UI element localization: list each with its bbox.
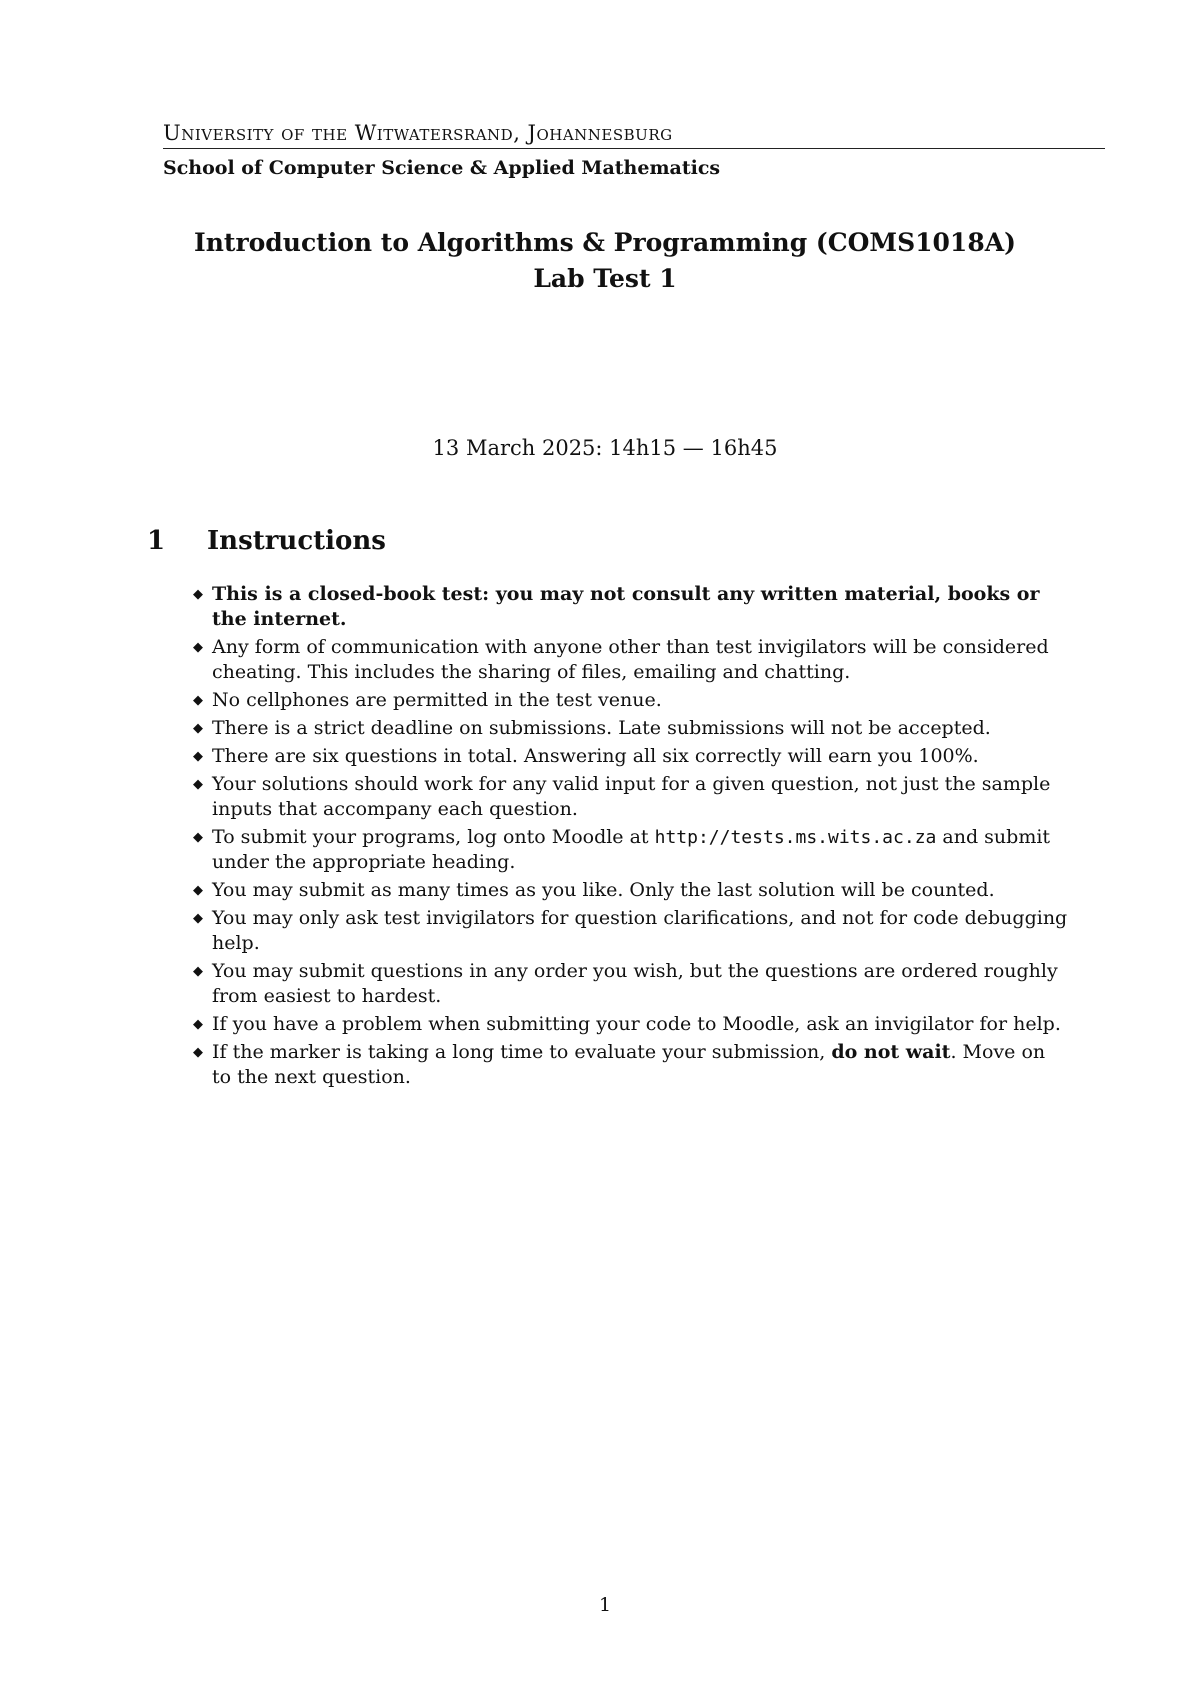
- list-item: [193, 688, 1069, 713]
- list-item: [193, 959, 1069, 1009]
- bullet-icon: ◆: [193, 1045, 203, 1060]
- instruction-text: and submit under the appropriate heading.: [212, 826, 1051, 873]
- bullet-icon: ◆: [193, 693, 203, 708]
- bullet-icon: ◆: [193, 911, 203, 926]
- page-number: 1: [598, 1594, 612, 1616]
- list-item: [193, 825, 1069, 875]
- list-item: [193, 582, 1069, 632]
- list-item: [193, 716, 1069, 741]
- bullet-icon: ◆: [193, 830, 203, 845]
- instructions-list: [193, 582, 1069, 1093]
- university-name: University of the Witwatersrand, Johannesburg: [163, 121, 673, 145]
- instruction-text: Your solutions should work for any valid input for a given question, not just the sample inputs that accompany each question.: [212, 773, 1051, 820]
- bullet-icon: ◆: [193, 749, 203, 764]
- header-rule: [163, 148, 1105, 149]
- instruction-text: No cellphones are permitted in the test venue.: [212, 689, 662, 711]
- bullet-icon: ◆: [193, 587, 203, 602]
- instruction-text: You may submit as many times as you like. Only the last solution will be counted.: [212, 879, 995, 901]
- instruction-text: You may submit questions in any order you wish, but the questions are ordered roughly from easiest to hardest.: [212, 960, 1058, 1007]
- document-page: [147, 0, 1105, 1696]
- list-item: [193, 1040, 1069, 1090]
- school-name: School of Computer Science & Applied Mathematics: [163, 157, 721, 179]
- section-number: 1: [147, 526, 166, 556]
- test-date: 13 March 2025: 14h15 — 16h45: [432, 436, 778, 460]
- instruction-text: There are six questions in total. Answering all six correctly will earn you 100%.: [212, 745, 979, 767]
- list-item: [193, 906, 1069, 956]
- bullet-icon: ◆: [193, 777, 203, 792]
- instruction-text: . Move on to the next question.: [212, 1041, 1046, 1088]
- instruction-text: If you have a problem when submitting your code to Moodle, ask an invigilator for help.: [212, 1013, 1061, 1035]
- list-item: [193, 744, 1069, 769]
- course-title: Introduction to Algorithms & Programming (COMS1018A): [194, 228, 1016, 257]
- bullet-icon: ◆: [193, 883, 203, 898]
- list-item: [193, 635, 1069, 685]
- instruction-text: Any form of communication with anyone other than test invigilators will be considered cheating. This includes the sharing of files, emailing and chatting.: [212, 636, 1049, 683]
- list-item: [193, 1012, 1069, 1037]
- bullet-icon: ◆: [193, 964, 203, 979]
- instruction-text: To submit your programs, log onto Moodle at: [212, 826, 655, 848]
- instruction-text: There is a strict deadline on submissions. Late submissions will not be accepted.: [212, 717, 991, 739]
- instruction-text: You may only ask test invigilators for question clarifications, and not for code debugging help.: [212, 907, 1068, 954]
- title-block: [163, 225, 1047, 297]
- instruction-text: This is a closed-book test: you may not consult any written material, books or the internet.: [212, 583, 1040, 630]
- section-heading: [147, 524, 386, 558]
- instruction-text: If the marker is taking a long time to evaluate your submission,: [212, 1041, 832, 1063]
- bullet-icon: ◆: [193, 1017, 203, 1032]
- moodle-url-link[interactable]: http://tests.ms.wits.ac.za: [654, 827, 937, 848]
- test-title: Lab Test 1: [533, 264, 677, 293]
- section-title: Instructions: [207, 526, 386, 556]
- list-item: [193, 878, 1069, 903]
- emphasis-text: do not wait: [831, 1041, 951, 1063]
- list-item: [193, 772, 1069, 822]
- bullet-icon: ◆: [193, 721, 203, 736]
- bullet-icon: ◆: [193, 640, 203, 655]
